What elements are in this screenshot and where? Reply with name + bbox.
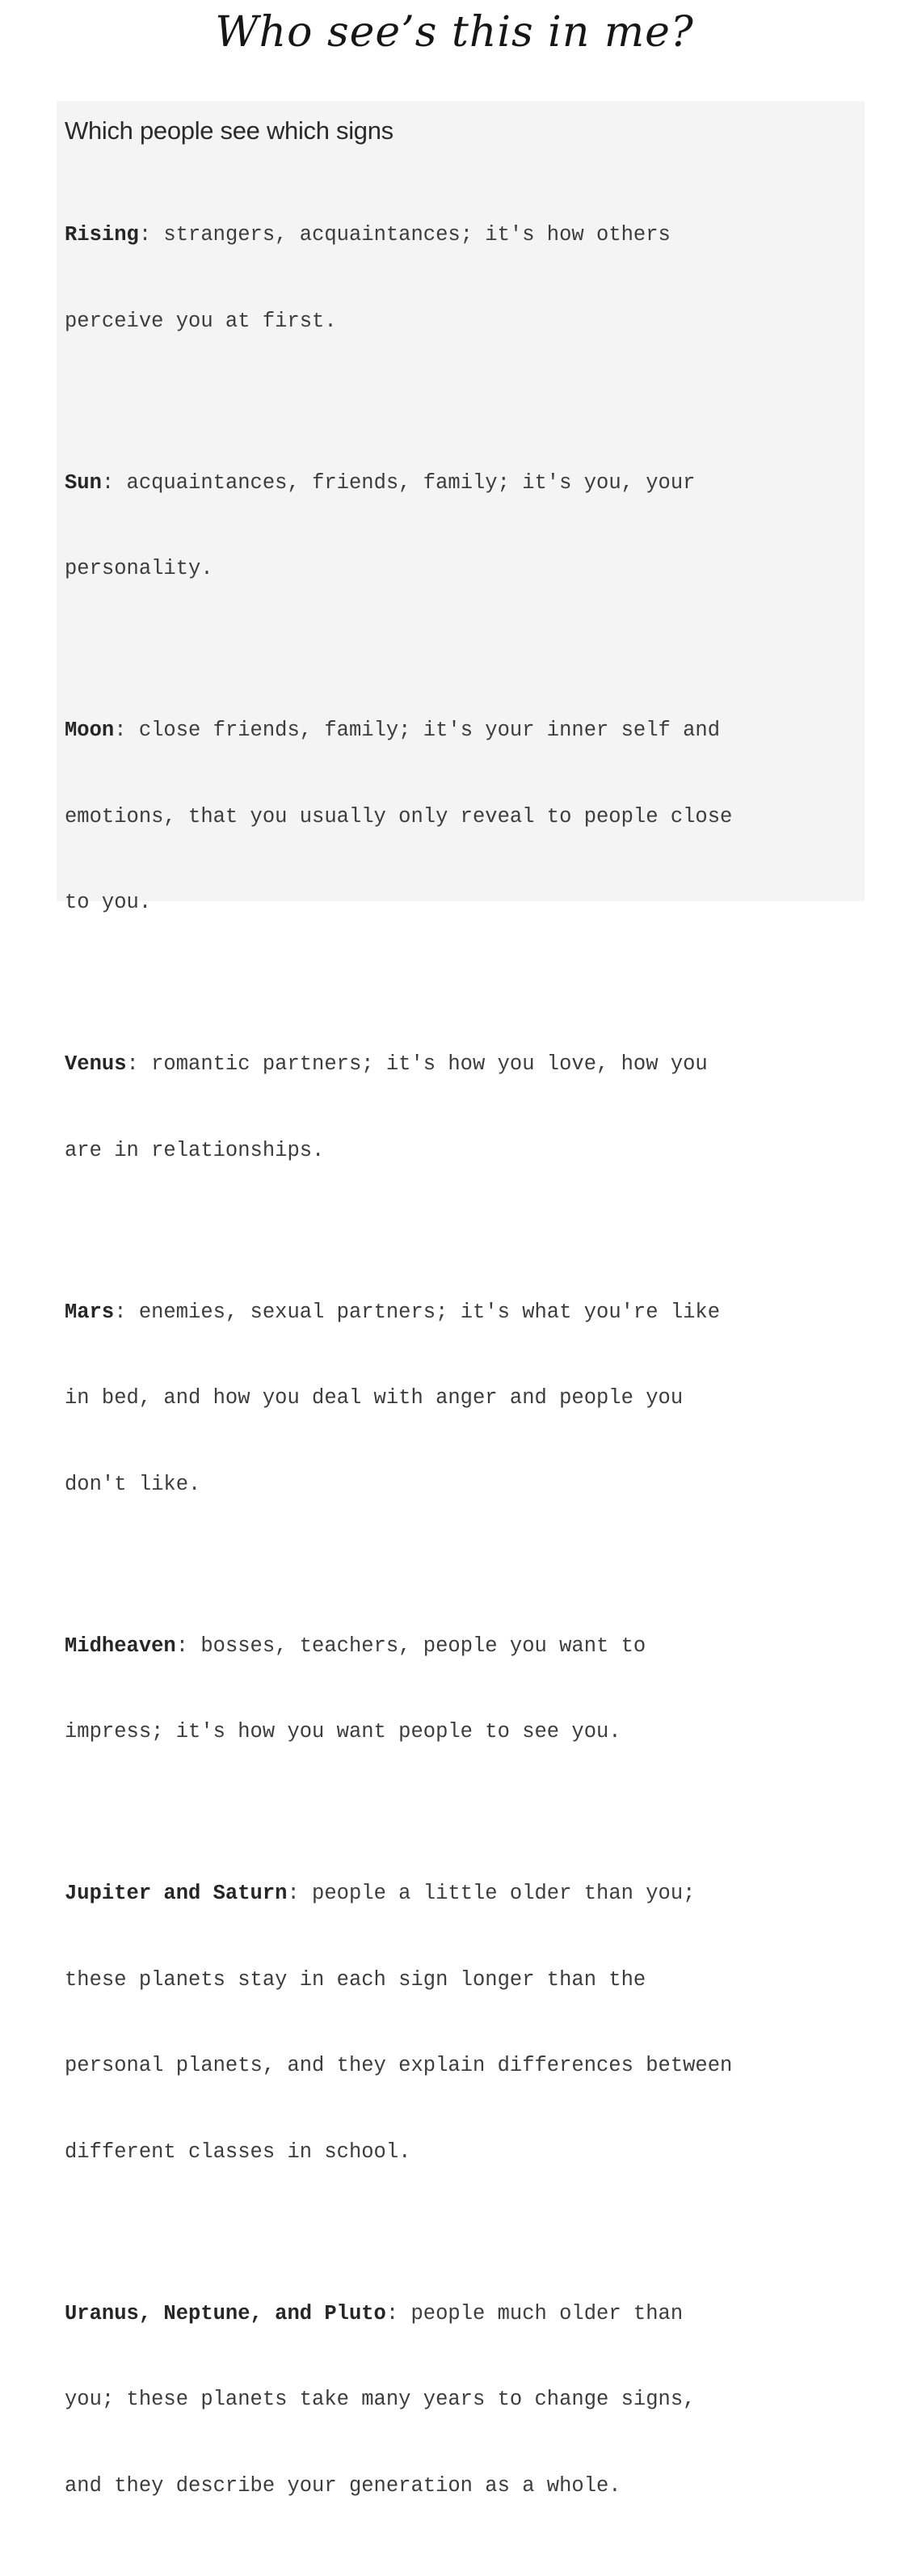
entry-line: personal planets, and they explain differences between [65, 2054, 733, 2077]
entry-outer-planets [65, 2242, 865, 2558]
entry-line: to you. [65, 891, 152, 914]
entry-line [65, 221, 865, 250]
entry-line [65, 1298, 865, 1327]
entry-term: Jupiter and Saturn [65, 1882, 288, 1905]
entry-line: don't like. [65, 1472, 201, 1496]
entry-line [65, 1879, 865, 1908]
entry-line: and they describe your generation as a whole. [65, 2473, 621, 2498]
entry-line [65, 716, 865, 745]
entry-venus [65, 993, 865, 1222]
entry-term: Uranus, Neptune, and Pluto [65, 2301, 386, 2325]
entry-term: Mars [65, 1300, 115, 1324]
entry-line: are in relationships. [65, 1138, 325, 1162]
entry-term: Sun [65, 470, 102, 495]
entry-line: you; these planets take many years to change signs, [65, 2388, 696, 2411]
entry-line [65, 2300, 865, 2329]
entry-text: : close friends, family; it's your inner self and [114, 719, 721, 742]
entry-line: different classes in school. [65, 2140, 411, 2164]
page-title: Who see’s this in me? [215, 8, 694, 57]
section-heading: Which people see which signs [65, 116, 393, 145]
entry-line: in bed, and how you deal with anger and people you [65, 1386, 684, 1410]
entry-jupiter-saturn [65, 1822, 865, 2224]
sign-list [65, 163, 865, 2576]
entry-line [65, 1632, 865, 1661]
entry-mars [65, 1241, 865, 1557]
entry-term: Moon [65, 719, 115, 742]
entry-text: : people much older than [385, 2301, 684, 2325]
entry-line: impress; it's how you want people to see you. [65, 1720, 621, 1743]
entry-line: perceive you at first. [65, 309, 337, 333]
entry-text: : strangers, acquaintances; it's how others [138, 223, 671, 247]
entry-text: : bosses, teachers, people you want to [175, 1634, 646, 1658]
entry-line: emotions, that you usually only reveal to people close [65, 804, 733, 828]
entry-line [65, 1050, 865, 1079]
entry-term: Rising [65, 223, 139, 247]
entry-moon [65, 659, 865, 975]
entry-rising [65, 163, 865, 393]
entry-term: Midheaven [65, 1634, 176, 1658]
entry-line: these planets stay in each sign longer than the [65, 1967, 646, 1992]
entry-text: : acquaintances, friends, family; it's you, your [101, 470, 696, 495]
entry-text: : romantic partners; it's how you love, how you [126, 1052, 708, 1076]
entry-line [65, 469, 865, 498]
entry-text: : people a little older than you; [287, 1882, 696, 1905]
entry-midheaven [65, 1575, 865, 1804]
entry-line: personality. [65, 557, 213, 580]
entry-term: Venus [65, 1052, 127, 1076]
entry-text: : enemies, sexual partners; it's what you're like [114, 1300, 721, 1324]
entry-sun [65, 411, 865, 641]
